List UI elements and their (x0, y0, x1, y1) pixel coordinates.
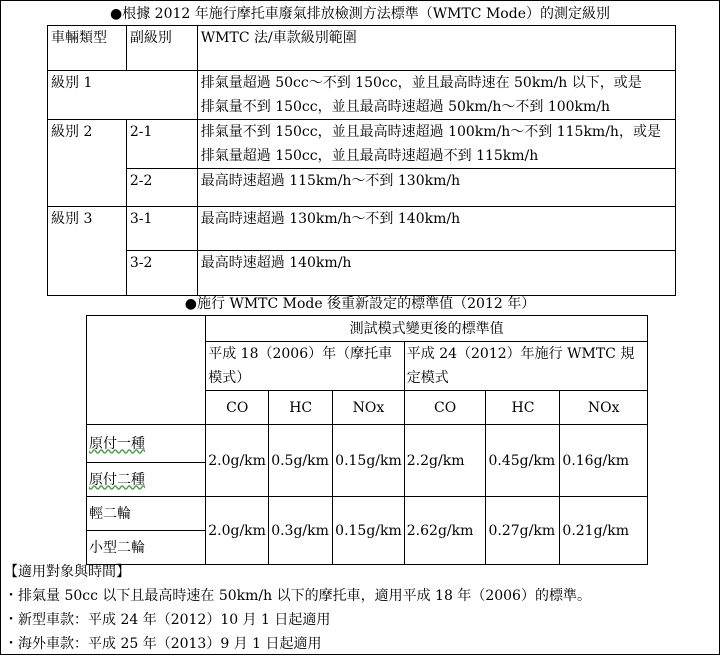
value-cell: 0.16g/km (560, 425, 648, 497)
class2-1-range: 排氣量不到 150cc，並且最高時速超過 100km/h～不到 115km/h，或是 排氣量超過 150cc，並且最高時速超過不到 115km/h (197, 120, 675, 169)
note-item: ・排氣量 50cc 以下且最高時速在 50km/h 以下的摩托車，適用平成 18 年（2006）的標準。 (4, 588, 591, 604)
value-cell: 0.21g/km (560, 497, 648, 565)
row-label-moped-class2: 原付二種 (87, 463, 206, 497)
col-hc-2006: HC (269, 391, 333, 425)
class3-1-range: 最高時速超過 130km/h～不到 140km/h (197, 207, 675, 251)
class3-2-range: 最高時速超過 140km/h (197, 251, 675, 296)
table1-title: ●根據 2012 年施行摩托車廢氣排放檢測方法標準（WMTC Mode）的測定級別 (110, 6, 610, 22)
col-nox-2012: NOx (560, 391, 648, 425)
row-label-moped-class1: 原付一種 (87, 425, 206, 463)
row-label-small-two-wheel: 小型二輪 (87, 531, 206, 565)
notes-heading: 【適用對象與時間】 (4, 564, 130, 580)
table2-title: ●施行 WMTC Mode 後重新設定的標準值（2012 年） (184, 296, 536, 312)
header-2006-standard: 平成 18（2006）年（摩托車模式） (206, 342, 405, 391)
col-nox-2006: NOx (333, 391, 405, 425)
class1-range: 排氣量超過 50cc～不到 150cc，並且最高時速在 50km/h 以下，或是 排氣量不到 150cc，並且最高時速超過 50km/h～不到 100km/h (197, 71, 675, 120)
header-blank-cell (87, 316, 206, 425)
value-cell: 0.3g/km (269, 497, 333, 565)
applicability-notes (4, 560, 716, 656)
value-cell: 0.27g/km (486, 497, 560, 565)
header-changed-standards: 測試模式變更後的標準值 (206, 316, 648, 342)
class1-label: 級別 1 (48, 71, 198, 120)
class3-1-label: 3-1 (126, 207, 197, 251)
row-label-light-two-wheel: 輕二輪 (87, 497, 206, 531)
col-co-2006: CO (206, 391, 269, 425)
value-cell: 2.62g/km (404, 497, 486, 565)
note-item: ・新型車款：平成 24 年（2012）10 月 1 日起適用 (4, 612, 331, 628)
class2-2-range: 最高時速超過 115km/h～不到 130km/h (197, 169, 675, 207)
value-cell: 0.45g/km (486, 425, 560, 497)
classification-table (47, 25, 676, 296)
class3-label: 級別 3 (48, 207, 127, 296)
class2-2-label: 2-2 (126, 169, 197, 207)
class3-2-label: 3-2 (126, 251, 197, 296)
note-item: ・海外車款：平成 25 年（2013）9 月 1 日起適用 (4, 636, 322, 652)
value-cell: 0.15g/km (333, 497, 405, 565)
value-cell: 2.0g/km (206, 497, 269, 565)
header-2012-standard: 平成 24（2012）年施行 WMTC 規定模式 (404, 342, 647, 391)
header-subclass: 副級別 (126, 26, 197, 71)
standards-table (86, 315, 648, 565)
header-vehicle-type: 車輛類型 (48, 26, 127, 71)
value-cell: 0.5g/km (269, 425, 333, 497)
header-range: WMTC 法/車款級別範圍 (197, 26, 675, 71)
class2-1-label: 2-1 (126, 120, 197, 169)
class2-label: 級別 2 (48, 120, 127, 207)
col-co-2012: CO (404, 391, 486, 425)
col-hc-2012: HC (486, 391, 560, 425)
value-cell: 2.0g/km (206, 425, 269, 497)
value-cell: 0.15g/km (333, 425, 405, 497)
value-cell: 2.2g/km (404, 425, 486, 497)
